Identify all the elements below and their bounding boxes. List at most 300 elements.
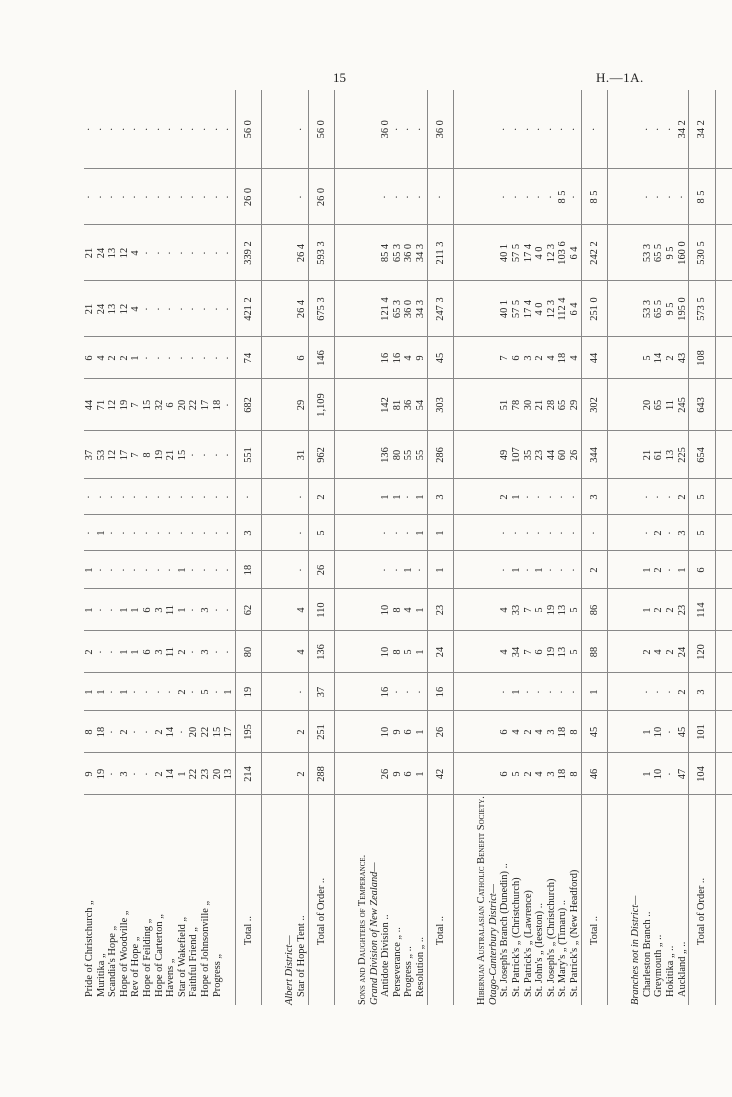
value-cell: 80 xyxy=(235,631,262,673)
value-cell: 2 xyxy=(523,711,535,753)
section-heading xyxy=(278,90,296,1005)
value-cell: 36 0 xyxy=(403,281,415,337)
value-cell: 9 5 xyxy=(665,281,677,337)
value-cell: · xyxy=(142,753,154,795)
value-cell: · xyxy=(107,673,119,711)
value-cell: · xyxy=(569,515,581,551)
value-cell: · xyxy=(392,90,404,169)
value-cell xyxy=(608,431,625,479)
value-cell xyxy=(624,169,642,225)
value-cell: 26 xyxy=(380,753,392,795)
value-cell: 104 xyxy=(689,753,716,795)
section-heading xyxy=(470,90,488,1005)
value-cell: 20 xyxy=(188,711,200,753)
value-cell: 5 xyxy=(689,515,716,551)
value-cell: 2 xyxy=(653,589,665,631)
table-row xyxy=(296,90,308,1005)
value-cell: · xyxy=(665,551,677,589)
value-cell: · xyxy=(557,551,569,589)
value-cell xyxy=(335,225,352,281)
table-row xyxy=(212,90,224,1005)
value-cell: 1 xyxy=(427,515,454,551)
value-cell: 421 2 xyxy=(235,281,262,337)
value-cell: 114 xyxy=(689,589,716,631)
value-cell: · xyxy=(212,431,224,479)
value-cell: 551 xyxy=(235,431,262,479)
value-cell: · xyxy=(392,551,404,589)
value-cell: · xyxy=(546,90,558,169)
value-cell xyxy=(624,337,642,379)
value-cell xyxy=(715,169,732,225)
value-cell: 5 xyxy=(569,631,581,673)
value-cell xyxy=(470,379,488,431)
value-cell: 23 xyxy=(534,431,546,479)
value-cell xyxy=(488,225,500,281)
value-cell: · xyxy=(642,479,654,515)
value-cell: · xyxy=(188,169,200,225)
value-cell: · xyxy=(142,169,154,225)
value-cell xyxy=(715,631,732,673)
value-cell: 26 xyxy=(308,551,335,589)
value-cell xyxy=(715,551,732,589)
document-reference: H.—1A. xyxy=(596,70,644,85)
value-cell xyxy=(488,589,500,631)
value-cell: · xyxy=(403,169,415,225)
row-label: Total .. xyxy=(427,795,454,1005)
value-cell xyxy=(624,281,642,337)
value-cell: 4 xyxy=(130,281,142,337)
value-cell xyxy=(608,631,625,673)
value-cell: 18 xyxy=(235,551,262,589)
value-cell xyxy=(278,673,296,711)
value-cell: 2 xyxy=(581,551,608,589)
value-cell xyxy=(278,711,296,753)
value-cell: 5 xyxy=(200,673,212,711)
spacer-row xyxy=(335,90,352,1005)
value-cell: · xyxy=(96,169,108,225)
row-label: St. John's „ (Ieeston) .. xyxy=(534,903,546,997)
value-cell: 36 0 xyxy=(380,90,392,169)
value-cell: 2 xyxy=(665,589,677,631)
value-cell: 3 xyxy=(689,673,716,711)
value-cell: 65 xyxy=(557,379,569,431)
value-cell xyxy=(715,431,732,479)
value-cell: · xyxy=(653,479,665,515)
value-cell: · xyxy=(653,673,665,711)
value-cell: · xyxy=(142,90,154,169)
value-cell: · xyxy=(212,631,224,673)
value-cell: 71 xyxy=(96,379,108,431)
value-cell: · xyxy=(212,673,224,711)
value-cell: · xyxy=(557,515,569,551)
value-cell: · xyxy=(130,169,142,225)
value-cell: 339 2 xyxy=(235,225,262,281)
value-cell: · xyxy=(130,90,142,169)
row-label xyxy=(715,795,732,1005)
row-label: Auckland „ .. xyxy=(676,941,688,997)
value-cell: · xyxy=(107,479,119,515)
value-cell: 1 xyxy=(642,589,654,631)
value-cell: · xyxy=(119,169,131,225)
value-cell: · xyxy=(223,631,235,673)
value-cell: 30 xyxy=(523,379,535,431)
value-cell: 36 0 xyxy=(427,90,454,169)
value-cell xyxy=(470,479,488,515)
value-cell xyxy=(351,551,369,589)
value-cell: · xyxy=(188,515,200,551)
row-label xyxy=(262,795,279,1005)
value-cell: 2 xyxy=(296,711,308,753)
value-cell xyxy=(715,753,732,795)
value-cell: 195 0 xyxy=(677,281,689,337)
row-label: Havens „ xyxy=(165,958,177,997)
value-cell: 32 xyxy=(154,379,166,431)
row-label: Hope of Johnsonville „ xyxy=(199,900,211,997)
value-cell xyxy=(262,90,279,169)
value-cell xyxy=(488,169,500,225)
value-cell: · xyxy=(177,225,189,281)
value-cell: 14 xyxy=(653,337,665,379)
value-cell xyxy=(335,169,352,225)
value-cell: · xyxy=(142,515,154,551)
value-cell: 12 xyxy=(107,379,119,431)
value-cell: · xyxy=(165,551,177,589)
value-cell: 1 xyxy=(84,673,96,711)
table-row xyxy=(223,90,235,1005)
value-cell: · xyxy=(200,515,212,551)
value-cell: 1 xyxy=(642,711,654,753)
value-cell: · xyxy=(188,551,200,589)
value-cell: · xyxy=(569,90,581,169)
value-cell: 344 xyxy=(581,431,608,479)
value-cell: 6 xyxy=(142,631,154,673)
value-cell: · xyxy=(188,337,200,379)
row-label: Total of Order .. xyxy=(689,795,716,1005)
value-cell: 1 xyxy=(96,515,108,551)
value-cell: 34 2 xyxy=(677,90,689,169)
value-cell: 146 xyxy=(308,337,335,379)
value-cell: 6 xyxy=(403,753,415,795)
value-cell: · xyxy=(223,551,235,589)
value-cell xyxy=(335,281,352,337)
value-cell: · xyxy=(130,551,142,589)
value-cell: 14 xyxy=(165,711,177,753)
value-cell: 26 4 xyxy=(296,225,308,281)
value-cell xyxy=(262,431,279,479)
value-cell: 214 xyxy=(235,753,262,795)
value-cell: · xyxy=(107,515,119,551)
value-cell: · xyxy=(107,169,119,225)
value-cell: 7 xyxy=(523,589,535,631)
value-cell: 1 xyxy=(119,589,131,631)
value-cell: 26 0 xyxy=(235,169,262,225)
value-cell xyxy=(369,753,381,795)
value-cell: · xyxy=(165,479,177,515)
value-cell: 61 xyxy=(653,431,665,479)
value-cell: 56 0 xyxy=(308,90,335,169)
value-cell: · xyxy=(665,673,677,711)
value-cell: · xyxy=(511,515,523,551)
table-row xyxy=(415,90,427,1005)
value-cell: 9 xyxy=(392,753,404,795)
value-cell: · xyxy=(296,169,308,225)
value-cell: 121 4 xyxy=(380,281,392,337)
value-cell: 2 xyxy=(665,631,677,673)
value-cell: 573 5 xyxy=(689,281,716,337)
value-cell: · xyxy=(165,337,177,379)
value-cell xyxy=(488,753,500,795)
value-cell: 14 xyxy=(165,753,177,795)
value-cell: 62 xyxy=(235,589,262,631)
value-cell: · xyxy=(200,337,212,379)
table-row xyxy=(534,90,546,1005)
value-cell: 19 xyxy=(119,379,131,431)
value-cell: 1 xyxy=(511,479,523,515)
value-cell: 4 xyxy=(403,589,415,631)
value-cell: 22 xyxy=(200,711,212,753)
value-cell: · xyxy=(119,90,131,169)
value-cell: 4 xyxy=(546,337,558,379)
value-cell: · xyxy=(403,673,415,711)
value-cell: 2 xyxy=(296,753,308,795)
value-cell: · xyxy=(642,515,654,551)
value-cell: 3 xyxy=(546,753,558,795)
spacer-row xyxy=(608,90,625,1005)
value-cell: 29 xyxy=(569,379,581,431)
value-cell xyxy=(488,281,500,337)
value-cell: · xyxy=(107,711,119,753)
row-label: Otago-Canterbury District— xyxy=(487,884,499,1005)
value-cell: · xyxy=(154,225,166,281)
value-cell: 1 xyxy=(119,631,131,673)
value-cell xyxy=(454,225,471,281)
value-cell xyxy=(262,337,279,379)
row-label: St. Mary's „ (Timaru) .. xyxy=(557,899,569,997)
row-label xyxy=(335,795,352,1005)
value-cell xyxy=(454,479,471,515)
value-cell: 55 xyxy=(403,431,415,479)
value-cell: 1 xyxy=(130,589,142,631)
value-cell xyxy=(335,515,352,551)
value-cell: 3 xyxy=(523,337,535,379)
value-cell xyxy=(470,169,488,225)
value-cell: · xyxy=(142,337,154,379)
value-cell xyxy=(262,169,279,225)
value-cell xyxy=(488,711,500,753)
value-cell: · xyxy=(200,431,212,479)
value-cell: · xyxy=(154,673,166,711)
value-cell: 2 xyxy=(177,673,189,711)
value-cell: 86 xyxy=(581,589,608,631)
value-cell xyxy=(624,379,642,431)
value-cell xyxy=(488,431,500,479)
value-cell: 85 4 xyxy=(380,225,392,281)
value-cell: 31 xyxy=(296,431,308,479)
value-cell: 6 xyxy=(499,753,511,795)
value-cell: 4 xyxy=(130,225,142,281)
value-cell xyxy=(369,337,381,379)
value-cell: 18 xyxy=(557,753,569,795)
value-cell: 24 xyxy=(96,281,108,337)
value-cell: · xyxy=(296,551,308,589)
table-row xyxy=(546,90,558,1005)
value-cell xyxy=(624,631,642,673)
row-label: St. Patrick's „ (New Headford) xyxy=(569,869,580,997)
value-cell: · xyxy=(223,337,235,379)
value-cell: 60 xyxy=(557,431,569,479)
value-cell: 3 xyxy=(200,631,212,673)
value-cell: 2 xyxy=(107,337,119,379)
value-cell: 288 xyxy=(308,753,335,795)
value-cell: 13 xyxy=(107,281,119,337)
value-cell: 49 xyxy=(499,431,511,479)
value-cell: 1 xyxy=(415,753,427,795)
value-cell: 20 xyxy=(642,379,654,431)
value-cell: · xyxy=(212,90,224,169)
total-row xyxy=(427,90,454,1005)
value-cell: 37 xyxy=(308,673,335,711)
value-cell: 19 xyxy=(546,589,558,631)
table-row xyxy=(499,90,511,1005)
value-cell: · xyxy=(107,753,119,795)
value-cell: 35 xyxy=(523,431,535,479)
value-cell: 26 4 xyxy=(296,281,308,337)
value-cell: 4 xyxy=(534,711,546,753)
value-cell xyxy=(369,431,381,479)
row-label: Branches not in District— xyxy=(630,895,642,1005)
value-cell: 17 4 xyxy=(523,225,535,281)
value-cell xyxy=(335,90,352,169)
value-cell: 34 3 xyxy=(415,225,427,281)
value-cell: 53 3 xyxy=(642,225,654,281)
value-cell: 682 xyxy=(235,379,262,431)
value-cell: 26 xyxy=(569,431,581,479)
value-cell: 1 xyxy=(130,337,142,379)
value-cell: · xyxy=(119,479,131,515)
value-cell xyxy=(454,379,471,431)
table-row xyxy=(119,90,131,1005)
value-cell: · xyxy=(523,479,535,515)
value-cell xyxy=(278,337,296,379)
row-label: Muritika „ xyxy=(95,953,107,997)
row-label: Hope of Carterton „ xyxy=(153,914,165,997)
value-cell: 5 xyxy=(569,589,581,631)
table-row xyxy=(392,90,404,1005)
value-cell: · xyxy=(642,673,654,711)
value-cell: 42 xyxy=(427,753,454,795)
value-cell xyxy=(351,281,369,337)
value-cell: 1 xyxy=(415,711,427,753)
value-cell: · xyxy=(665,90,677,169)
value-cell xyxy=(351,589,369,631)
value-cell xyxy=(369,281,381,337)
value-cell: · xyxy=(511,90,523,169)
value-cell xyxy=(454,90,471,169)
value-cell: 46 xyxy=(581,753,608,795)
value-cell: 45 xyxy=(427,337,454,379)
value-cell: 962 xyxy=(308,431,335,479)
value-cell: · xyxy=(142,711,154,753)
value-cell: · xyxy=(499,90,511,169)
value-cell xyxy=(278,479,296,515)
value-cell: 1 xyxy=(415,479,427,515)
value-cell xyxy=(470,225,488,281)
table-row xyxy=(154,90,166,1005)
value-cell xyxy=(278,515,296,551)
value-cell: · xyxy=(546,479,558,515)
value-cell: 1 xyxy=(415,515,427,551)
value-cell: 1 xyxy=(534,551,546,589)
row-label: Pride of Christchurch „ xyxy=(84,900,95,997)
value-cell: 15 xyxy=(142,379,154,431)
value-cell: 4 xyxy=(296,589,308,631)
value-cell xyxy=(335,431,352,479)
table-row xyxy=(107,90,119,1005)
value-cell: · xyxy=(665,515,677,551)
value-cell: 251 xyxy=(308,711,335,753)
value-cell xyxy=(470,281,488,337)
value-cell: · xyxy=(154,90,166,169)
value-cell xyxy=(488,379,500,431)
value-cell: 3 xyxy=(154,631,166,673)
value-cell xyxy=(454,337,471,379)
value-cell xyxy=(262,379,279,431)
value-cell xyxy=(624,90,642,169)
value-cell: · xyxy=(177,337,189,379)
row-label: Antidote Division .. xyxy=(380,914,392,997)
table-row xyxy=(523,90,535,1005)
value-cell: 2 xyxy=(308,479,335,515)
value-cell: 1 xyxy=(403,551,415,589)
value-cell xyxy=(608,589,625,631)
value-cell xyxy=(470,431,488,479)
value-cell: 12 xyxy=(107,431,119,479)
value-cell: 1 xyxy=(84,589,96,631)
value-cell xyxy=(624,431,642,479)
value-cell: 247 3 xyxy=(427,281,454,337)
value-cell xyxy=(470,551,488,589)
value-cell: · xyxy=(200,169,212,225)
value-cell: 1 xyxy=(96,673,108,711)
value-cell xyxy=(488,479,500,515)
value-cell: · xyxy=(107,631,119,673)
row-label: Hokitika „ .. xyxy=(664,945,676,997)
value-cell: 26 xyxy=(427,711,454,753)
value-cell: · xyxy=(84,479,96,515)
value-cell: 28 xyxy=(546,379,558,431)
row-label: Star of Wakefield „ xyxy=(176,916,188,997)
value-cell: 20 xyxy=(177,379,189,431)
value-cell xyxy=(454,551,471,589)
value-cell xyxy=(351,379,369,431)
value-cell: · xyxy=(84,90,96,169)
value-cell: 57 5 xyxy=(511,281,523,337)
value-cell: · xyxy=(235,479,262,515)
value-cell: 7 xyxy=(130,379,142,431)
value-cell xyxy=(351,753,369,795)
value-cell: 44 xyxy=(581,337,608,379)
row-label: Progress „ xyxy=(211,954,223,997)
value-cell: 1 xyxy=(511,551,523,589)
value-cell xyxy=(335,711,352,753)
value-cell: 2 xyxy=(177,631,189,673)
value-cell: 80 xyxy=(392,431,404,479)
value-cell: 17 4 xyxy=(523,281,535,337)
value-cell xyxy=(470,631,488,673)
value-cell: · xyxy=(569,169,581,225)
value-cell xyxy=(470,673,488,711)
value-cell xyxy=(470,337,488,379)
